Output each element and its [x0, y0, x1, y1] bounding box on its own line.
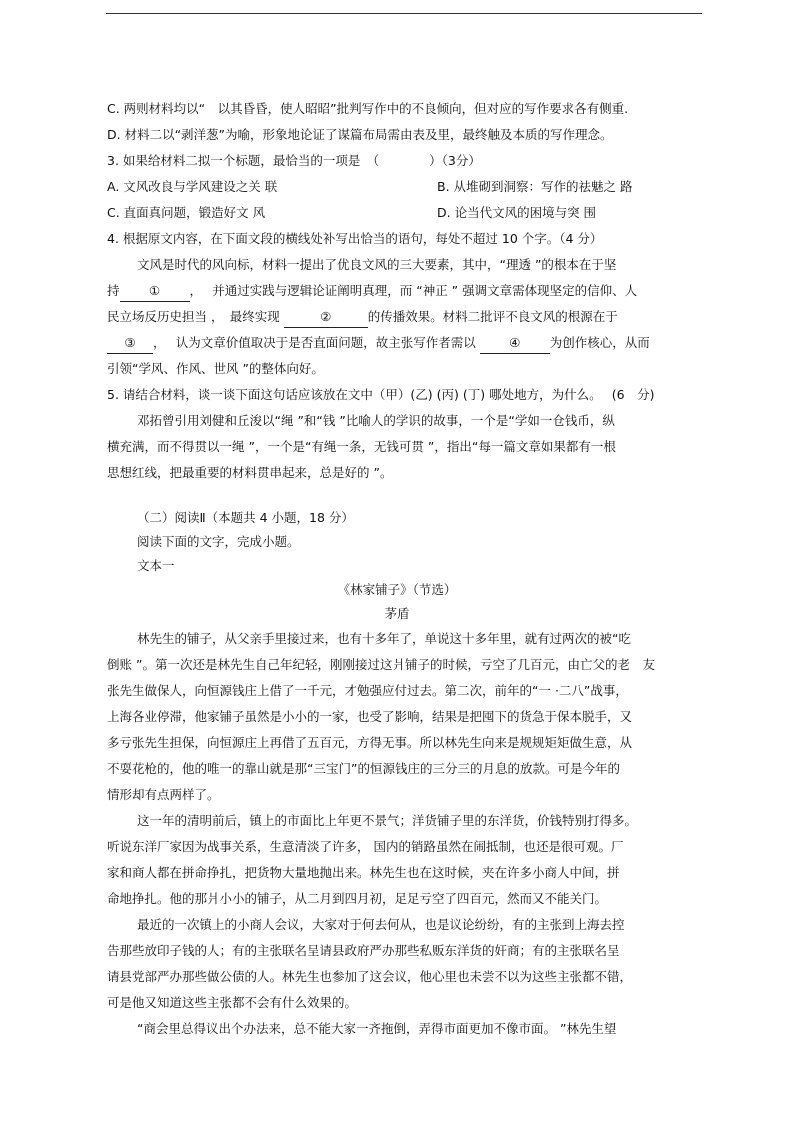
passage-line: 最近的一次镇上的小商人会议，大家对于何去何从，也是议论纷纷，有的主张到上海去控 — [137, 917, 625, 932]
q3-option-b: B. 从堆砌到洞察：写作的祛魅之 路 — [437, 179, 633, 194]
passage-line: 情形却有点两样了。 — [107, 787, 220, 802]
passage-title: 《林家铺子》（节选） — [337, 582, 457, 597]
q4-passage-line — [107, 304, 687, 330]
q5-quote-line: 横充满，而不得贯以一绳 ”，一个是“有绳一条，无钱可贯 ”，指出“每一篇文章如果都有一根 — [107, 439, 616, 454]
q3-option-a: A. 文风改良与学风建设之关 联 — [107, 179, 278, 194]
passage-line: 告那些放印子钱的人；有的主张联名呈请县政府严办那些私贩东洋货的奸商；有的主张联名呈 — [107, 943, 620, 958]
option-c-q2: C. 两则材料均以“ 以其昏昏，使人昭昭”批判写作中的不良倾向，但对应的写作要求各有侧重. — [107, 101, 629, 116]
passage-line: 张先生做保人，向恒源钱庄上借了一千元，才勉强应付过去。第二次，前年的“一 ·二八”战事， — [107, 683, 628, 698]
passage-line: 林先生的铺子，从父亲手里接过来，也有十多年了，单说这十多年里，就有过两次的被“吃 — [137, 631, 631, 646]
question-3-options-ab — [107, 174, 687, 200]
question-4-stem: 4. 根据原文内容，在下面文段的横线处补写出恰当的语句，每处不超过 10 个字。（4 分） — [107, 231, 603, 246]
passage-paragraph-4 — [107, 1016, 687, 1042]
fill-blank-4[interactable]: ④ — [480, 333, 550, 354]
passage-paragraph-2 — [107, 808, 687, 912]
q4-passage-line — [107, 278, 687, 304]
q4-text: 的传播效果。材料二批评不良文风的根源在于 — [367, 309, 618, 324]
passage-line: 家和商人都在拼命挣扎，把货物大量地抛出来。林先生也在这时候，夹在许多小商人中间，拼 — [107, 865, 620, 880]
passage-line: 命地挣扎。他的那爿小小的铺子，从二月到四月初，足足亏空了四百元，然而又不能关门。 — [107, 891, 608, 906]
q4-text: ， 并通过实践与逻辑论证阐明真理，而 “神正 ” 强调文章需体现坚定的信仰、人 — [189, 283, 638, 298]
q4-text: 持 — [107, 283, 120, 298]
passage-line: 可是他又知道这些主张都不会有什么效果的。 — [107, 995, 358, 1010]
text-label: 文本一 — [137, 558, 175, 573]
passage-line: 这一年的清明前后，镇上的市面比上年更不景气；洋货铺子里的东洋货，价钱特别打得多。 — [137, 813, 638, 828]
passage-line: 上海各业停滞，他家铺子虽然是小小的一家，也受了影响，结果是把囤下的货急于保本脱手，又 — [107, 709, 633, 724]
section-2-instruction: 阅读下面的文字，完成小题。 — [137, 534, 300, 549]
section-gap — [107, 486, 687, 506]
fill-blank-3[interactable]: ③ — [107, 333, 153, 354]
question-5-stem: 5. 请结合材料，谈一谈下面这句话应该放在文中（甲）(乙) (丙) (丁) 哪处地方，为什么。 (6 分) — [107, 387, 655, 402]
passage-paragraph-1 — [107, 626, 687, 808]
passage-line: 不耍花枪的，他的唯一的靠山就是那“三宝门”的恒源钱庄的三分三的月息的放款。可是今年的 — [107, 761, 620, 776]
q4-passage-line: 文风是时代的风向标，材料一提出了优良文风的三大要素，其中，“理透 ”的根本在于坚 — [137, 257, 617, 272]
q4-passage-line — [107, 330, 687, 356]
passage-author: 茅盾 — [384, 606, 410, 621]
header-rule — [106, 13, 702, 14]
q3-option-c: C. 直面真问题，锻造好文 风 — [107, 205, 266, 220]
question-3-options-cd — [107, 200, 687, 226]
question-3-stem: 3. 如果给材料二拟一个标题，最恰当的一项是 （ ）（3分） — [107, 153, 481, 168]
q5-quote-line: 思想红线，把最重要的材料贯串起来，总是好的 ”。 — [107, 465, 393, 480]
q4-text: 民立场反历史担当 ， 最终实现 — [107, 309, 284, 324]
passage-paragraph-3 — [107, 912, 687, 1016]
passage-line: 听说东洋厂家因为战事关系，生意清淡了许多， 国内的销路虽然在闹抵制，也还是很可观。厂 — [107, 839, 624, 854]
fill-blank-1[interactable]: ① — [120, 281, 190, 302]
passage-line: 多亏张先生担保，向恒源庄上再借了五百元，方得无事。所以林先生向来是规规矩矩做生意，从 — [107, 735, 633, 750]
passage-line: 倒账 ”。第一次还是林先生自己年纪轻，刚刚接过这爿铺子的时候，亏空了几百元，由亡父的老 友 — [107, 657, 655, 672]
fill-blank-2[interactable]: ② — [284, 307, 368, 328]
q4-text: ， 认为文章价值取决于是否直面问题，故主张写作者需以 — [153, 335, 480, 350]
q4-text: 为创作核心，从而 — [549, 335, 650, 350]
q4-passage-line: 引领“学风、作风、世风 ”的整体向好。 — [107, 361, 324, 376]
passage-line: “商会里总得议出个办法来，总不能大家一齐拖倒，弄得市面更加不像市面。 ”林先生望 — [137, 1021, 617, 1036]
option-d-q2: D. 材料二以“剥洋葱”为喻，形象地论证了谋篇布局需由表及里，最终触及本质的写作理念。 — [107, 127, 613, 142]
document-body — [107, 96, 687, 1042]
q5-quote-line: 邓拓曾引用刘健和丘浚以“绳 ”和“钱 ”比喻人的学识的故事，一个是“学如一仓钱币，纵 — [137, 413, 615, 428]
q3-option-d: D. 论当代文风的困境与突 围 — [437, 205, 597, 220]
passage-line: 请县党部严办那些做公债的人。林先生也参加了这会议，他心里也未尝不以为这些主张都不错， — [107, 969, 633, 984]
section-2-heading: （二）阅读Ⅱ（本题共 4 小题，18 分） — [137, 510, 354, 525]
